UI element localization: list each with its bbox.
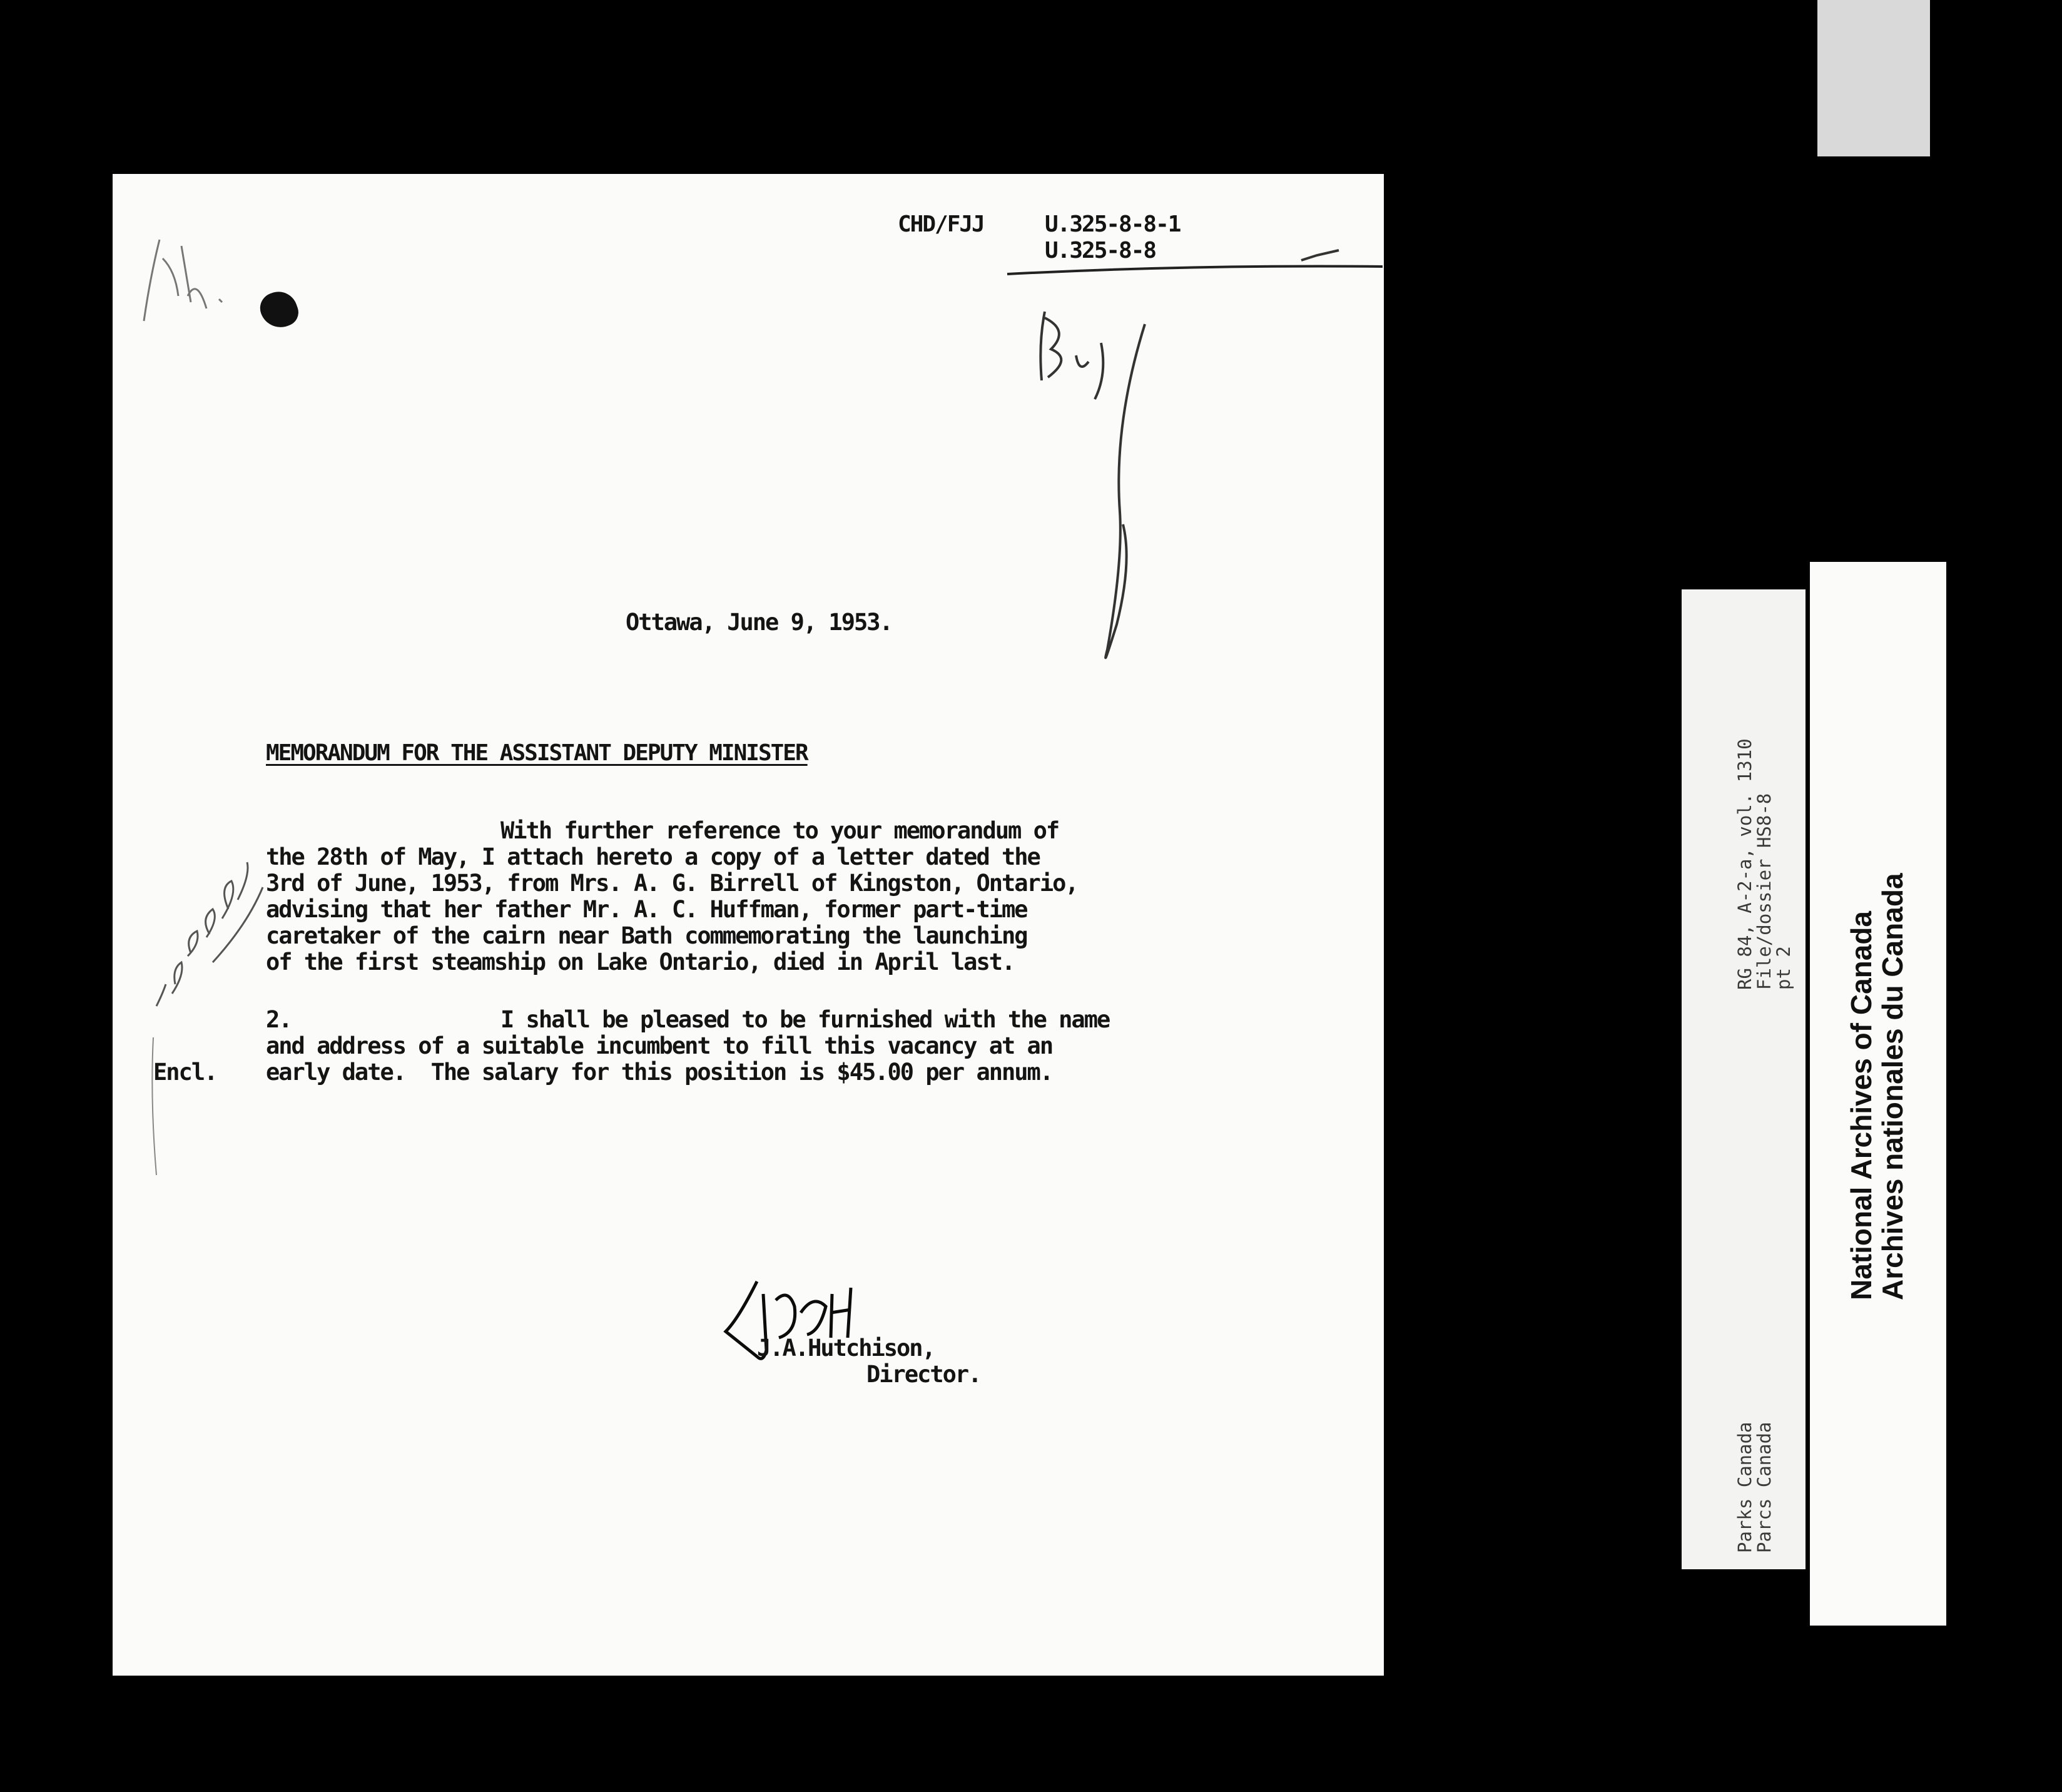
para1-line-2: the 28th of May, I attach hereto a copy of a letter dated the — [266, 843, 1040, 870]
para2-line-3: early date. The salary for this position is $45.00 per annum. — [266, 1059, 1053, 1086]
archive-reference-slip — [1682, 589, 1806, 1569]
ref-underline-stroke — [1001, 249, 1389, 293]
handwritten-by-initials — [1013, 299, 1164, 687]
signature-title: Director. — [866, 1361, 981, 1388]
para2-line-1: I shall be pleased to be furnished with the name — [500, 1006, 1110, 1033]
para2-number: 2. — [266, 1006, 292, 1033]
handwritten-margin-note — [138, 850, 282, 1200]
archive-ref-line-1: RG 84, A-2-a, vol. 1310 — [1734, 738, 1755, 990]
handwritten-initials-mark — [125, 202, 263, 346]
archive-ref-line-2: File/dossier HS8-8 — [1754, 793, 1775, 990]
archives-name-en: National Archives of Canada — [1845, 910, 1877, 1300]
para1-line-3: 3rd of June, 1953, from Mrs. A. G. Birrell of Kingston, Ontario, — [266, 870, 1078, 897]
archive-ref-line-3: pt 2 — [1773, 946, 1794, 990]
film-edge-tab — [1817, 0, 1930, 156]
para1-line-1: With further reference to your memorandum of — [500, 817, 1059, 844]
para1-line-5: caretaker of the cairn near Bath commemorating the launching — [266, 922, 1027, 949]
agency-name-fr: Parcs Canada — [1754, 1422, 1775, 1553]
ref-file-1: U.325-8-8-1 — [1045, 211, 1181, 237]
memo-title: MEMORANDUM FOR THE ASSISTANT DEPUTY MINISTER — [266, 740, 808, 766]
date-line: Ottawa, June 9, 1953. — [626, 609, 892, 636]
ref-file-2: U.325-8-8 — [1045, 238, 1156, 263]
agency-name-en: Parks Canada — [1734, 1422, 1755, 1553]
para2-line-2: and address of a suitable incumbent to fill this vacancy at an — [266, 1032, 1053, 1059]
para1-line-6: of the first steamship on Lake Ontario, died in April last. — [266, 949, 1015, 975]
ref-initials: CHD/FJJ — [898, 211, 984, 237]
national-archives-label — [1810, 562, 1946, 1626]
encl-label: Encl. — [153, 1059, 217, 1086]
signature-name: J.A.Hutchison, — [757, 1335, 935, 1362]
para1-line-4: advising that her father Mr. A. C. Huffman, former part-time — [266, 896, 1027, 923]
memo-page — [113, 174, 1384, 1676]
archives-name-fr: Archives nationales du Canada — [1876, 873, 1909, 1300]
